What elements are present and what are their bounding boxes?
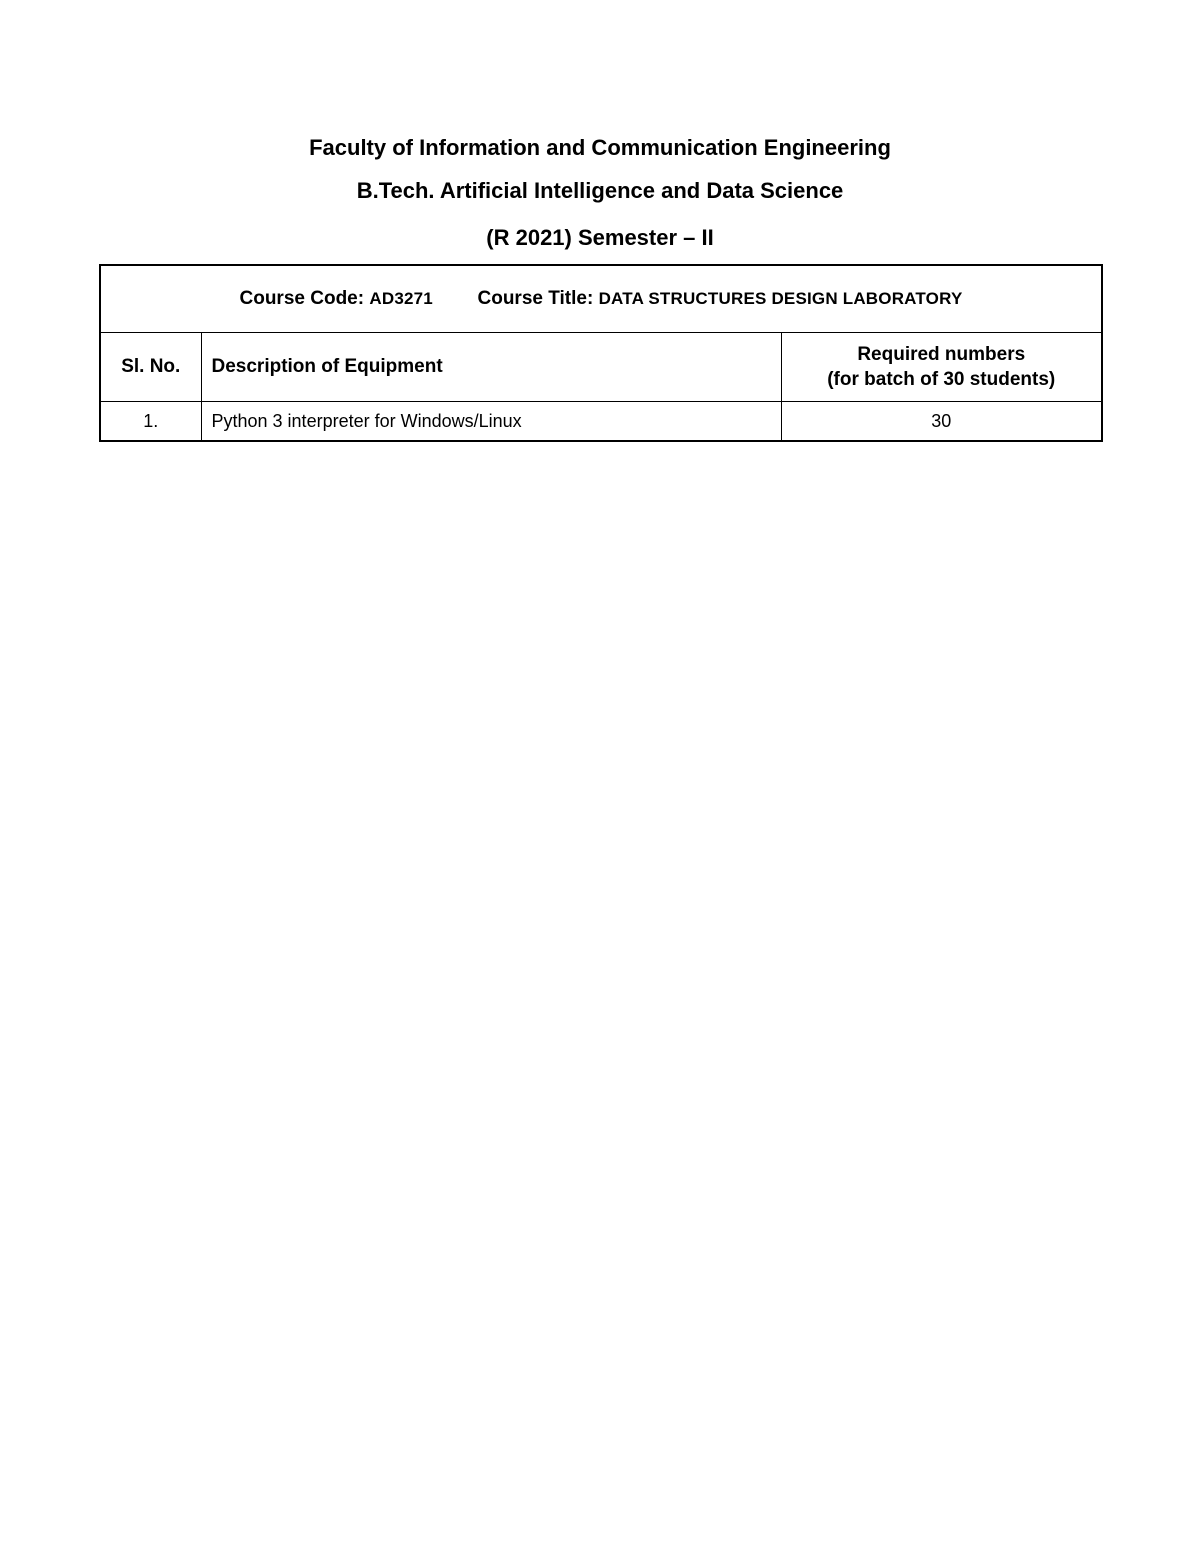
course-code: AD3271 [369, 289, 433, 308]
equipment-table [99, 264, 1103, 442]
header-required-numbers [781, 333, 1102, 402]
header-required-line1: Required numbers [857, 344, 1026, 365]
semester-heading: (R 2021) Semester – II [486, 225, 714, 250]
header-description: Description of Equipment [201, 333, 781, 402]
course-info-cell [100, 265, 1102, 333]
table-row [100, 402, 1102, 442]
header-required-line2: (for batch of 30 students) [827, 369, 1056, 390]
row-sl-no: 1. [100, 402, 201, 442]
course-info-row [100, 265, 1102, 333]
course-title-label: Course Title: [477, 288, 594, 309]
row-required-number: 30 [781, 402, 1102, 442]
program-heading: B.Tech. Artificial Intelligence and Data Science [356, 178, 844, 203]
row-description: Python 3 interpreter for Windows/Linux [201, 402, 781, 442]
course-code-label: Course Code: [239, 288, 365, 309]
course-title: DATA STRUCTURES DESIGN LABORATORY [598, 289, 963, 308]
faculty-heading: Faculty of Information and Communication Engineering [309, 135, 891, 160]
header-sl-no: Sl. No. [100, 333, 201, 402]
table-header-row [100, 333, 1102, 402]
